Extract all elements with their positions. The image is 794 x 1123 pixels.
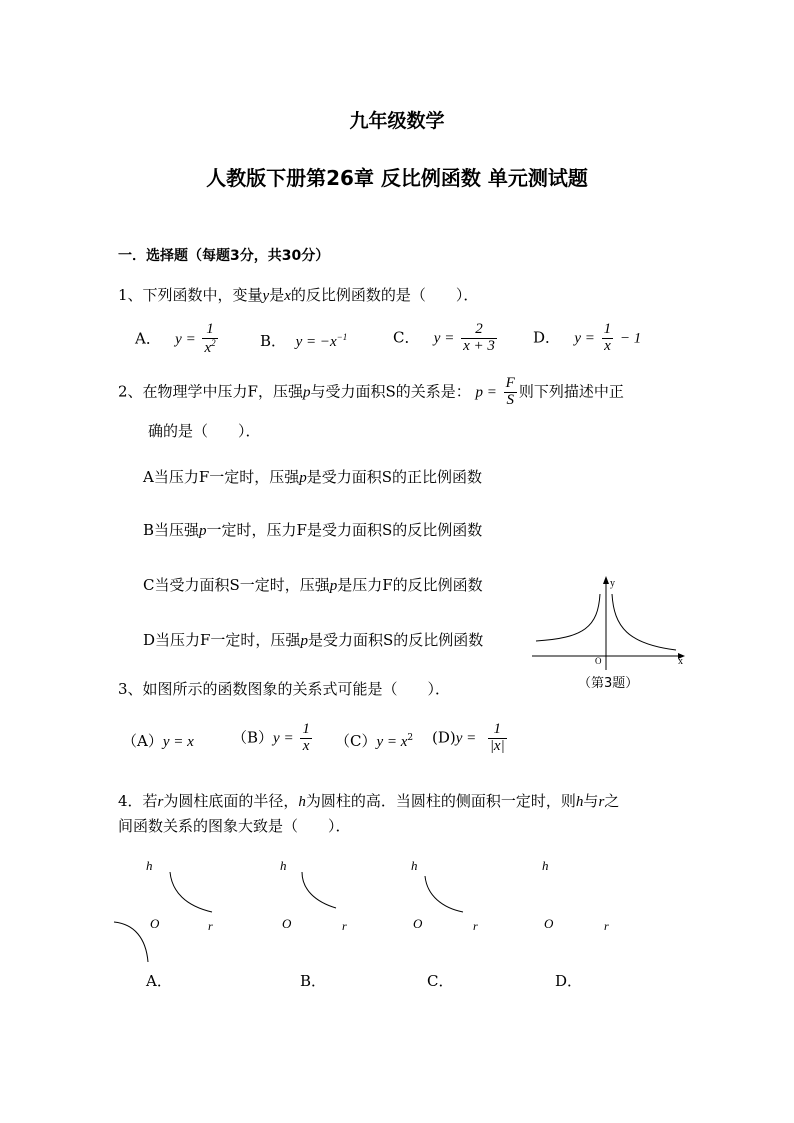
q3-caption: （第3题） — [578, 676, 639, 691]
q2-stem: 2、在物理学中压力F，压强p与受力面积S的关系是： p = $\frac{F}{S}$ 则下列描述中正 — [118, 375, 624, 408]
q4-option-c[interactable]: C． — [427, 972, 454, 990]
q3-option-a[interactable]: （A）y = x — [122, 732, 194, 750]
svg-text:r: r — [473, 919, 478, 933]
q4-option-b[interactable]: B． — [300, 972, 327, 990]
svg-text:O: O — [413, 916, 423, 931]
q2-stem-cont: 确的是（ ）． — [148, 422, 261, 440]
q1-option-d[interactable]: D． y = $\frac{1}{x}$ − 1 — [533, 321, 642, 354]
svg-text:h: h — [146, 858, 153, 873]
grade-title: 九年级数学 — [349, 110, 445, 132]
q4-graph-d — [538, 850, 638, 950]
q4-graph-a — [108, 850, 228, 965]
q1-option-b[interactable]: B． $y = -x^{-1}$ — [260, 332, 348, 350]
section-heading: 一．选择题（每题3分，共30分） — [118, 248, 330, 264]
svg-text:r: r — [342, 919, 347, 933]
q2-option-d[interactable]: D当压力F一定时，压强p是受力面积S的反比例函数 — [143, 631, 484, 649]
svg-text:r: r — [208, 919, 213, 933]
q3-axis-y-label: y — [610, 578, 615, 589]
q2-option-a[interactable]: A当压力F一定时，压强p是受力面积S的正比例函数 — [143, 468, 483, 486]
q3-option-c[interactable]: $(C)y = x^2$ — [335, 732, 414, 750]
q3-option-d[interactable]: (D)y = $\frac{1}{|x|}$ — [432, 721, 505, 754]
q1-stem: 1、下列函数中，变量y是x的反比例函数的是（ ）． — [118, 286, 479, 304]
q1-option-a[interactable]: A． y = $\frac{1}{x^2}$ — [135, 321, 216, 356]
svg-text:O: O — [544, 916, 554, 931]
q2-option-c[interactable]: C当受力面积S一定时，压强p是压力F的反比例函数 — [143, 576, 483, 594]
q4-option-a[interactable]: A． — [146, 972, 172, 990]
svg-text:h: h — [411, 858, 418, 873]
q4-option-d[interactable]: D． — [555, 972, 583, 990]
q1-option-c[interactable]: C． y = $\frac{2}{x + 3}$ — [393, 321, 495, 354]
q4-graph-c — [405, 850, 505, 950]
svg-text:h: h — [280, 858, 287, 873]
q3-axis-x-label: x — [678, 656, 683, 667]
svg-text:h: h — [542, 858, 549, 873]
q3-origin-label: O — [595, 656, 602, 666]
curve-left — [536, 594, 600, 641]
page-title: 人教版下册第26章 反比例函数 单元测试题 — [206, 166, 588, 190]
svg-text:O: O — [282, 916, 292, 931]
q2-option-b[interactable]: B当压强p一定时，压力F是受力面积S的反比例函数 — [143, 521, 483, 539]
y-axis-arrow — [603, 576, 609, 584]
q3-stem: 3、如图所示的函数图象的关系式可能是（ ）． — [118, 680, 451, 698]
q4-stem: 4．若r为圆柱底面的半径，h为圆柱的高．当圆柱的侧面积一定时，则h与r之 — [118, 792, 620, 810]
svg-text:r: r — [604, 919, 609, 933]
q4-stem-cont: 间函数关系的图象大致是（ ）． — [118, 817, 351, 835]
curve-right — [612, 594, 676, 650]
svg-text:O: O — [150, 916, 160, 931]
q4-graph-b — [272, 850, 372, 950]
q3-option-b[interactable]: （B）y = $\frac{1}{x}$ — [232, 721, 310, 754]
